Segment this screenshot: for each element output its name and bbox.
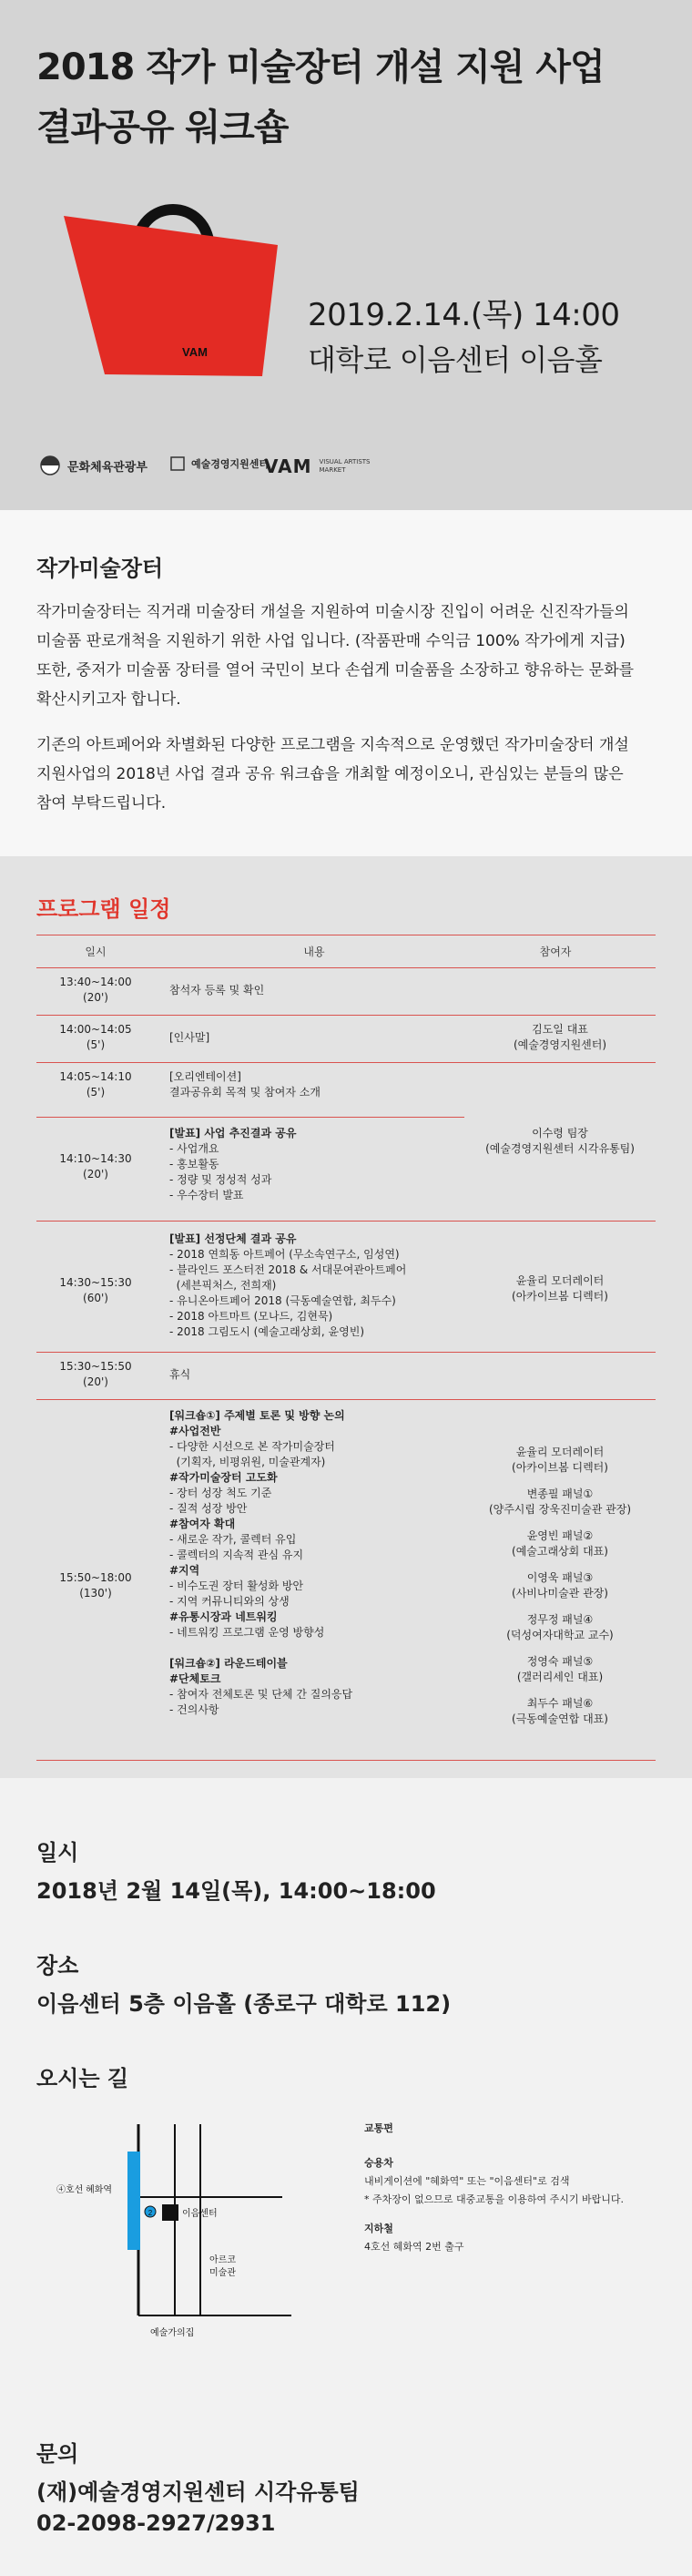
participant-name: 김도일 대표 [532, 1023, 588, 1036]
content-line: [인사말] [169, 1031, 210, 1044]
content-line: [오리엔테이션] [169, 1070, 241, 1083]
row-rule [36, 1015, 656, 1016]
center-building-marker [162, 2204, 178, 2221]
contact-label: 문의 [36, 2441, 79, 2467]
participant-block [464, 1273, 656, 1304]
table-row-time [36, 1570, 155, 1601]
participant-org: (양주시립 장욱진미술관 관장) [488, 1503, 632, 1516]
content-line: - 2018 연희동 아트페어 (무소속연구소, 임성연) [169, 1248, 400, 1261]
content-line: - 홍보활동 [169, 1158, 219, 1170]
content-line: - 참여자 전체토론 및 단체 간 질의응답 [169, 1688, 353, 1701]
participant-org: (예술경영지원센터) [513, 1038, 607, 1051]
program-heading: 프로그램 일정 [36, 896, 171, 922]
bag-logo: VAM [182, 345, 208, 359]
content-line: - 사업개요 [169, 1142, 219, 1155]
hero-title-line1: 2018 작가 미술장터 개설 지원 사업 [36, 46, 605, 88]
participant-block [464, 1570, 656, 1601]
content-line: #사업전반 [169, 1425, 221, 1437]
participant-block [464, 1022, 656, 1053]
intro-p1-line: 확산시키고자 합니다. [36, 690, 181, 709]
table-row-content [169, 1232, 406, 1340]
participant-name: 정무정 패널④ [526, 1613, 594, 1626]
intro-paragraph-1 [36, 598, 634, 714]
content-line: - 정량 및 정성적 성과 [169, 1173, 272, 1186]
duration: (20') [83, 1375, 108, 1388]
shopping-bag-illustration [55, 178, 282, 383]
place-value: 이음센터 5층 이음홀 (종로구 대학로 112) [36, 1991, 452, 2017]
col-header-time: 일시 [85, 946, 107, 958]
table-row-content [169, 1126, 296, 1203]
content-line: 참석자 등록 및 확인 [169, 984, 265, 997]
time-range: 13:40~14:00 [59, 976, 132, 988]
program-section [0, 856, 692, 1778]
table-row-content [169, 1367, 190, 1383]
table-row-time [36, 975, 155, 1006]
duration: (5') [86, 1038, 106, 1051]
time-range: 14:30~15:30 [59, 1276, 132, 1289]
table-row-time [36, 1022, 155, 1053]
content-line: #단체토크 [169, 1672, 221, 1685]
content-line: - 질적 성장 방안 [169, 1502, 248, 1515]
content-line: - 콜렉터의 지속적 관심 유지 [169, 1549, 304, 1561]
participant-name: 이수령 팀장 [532, 1127, 588, 1140]
hero-title-line2: 결과공유 워크숍 [36, 107, 289, 148]
duration: (20') [83, 1168, 108, 1181]
row-rule [36, 1062, 656, 1063]
participant-name: 최두수 패널⑥ [526, 1697, 594, 1710]
time-range: 14:00~14:05 [59, 1023, 132, 1036]
center-label: 이음센터 [182, 2209, 218, 2219]
content-line: #작가미술장터 고도화 [169, 1471, 278, 1484]
content-line: [워크숍②] 라운드테이블 [169, 1657, 288, 1670]
participant-name: 변종필 패널① [526, 1487, 594, 1500]
table-row-time [36, 1069, 155, 1100]
table-row-time [36, 1275, 155, 1306]
content-line: (기획자, 비평위원, 미술관계자) [169, 1456, 326, 1468]
duration: (130') [79, 1587, 112, 1600]
date-value: 2018년 2월 14일(목), 14:00~18:00 [36, 1878, 436, 1904]
header-rule [36, 967, 656, 968]
participant-name: 정영숙 패널⑤ [526, 1655, 594, 1668]
intro-heading: 작가미술장터 [36, 556, 164, 581]
content-line: - 네트워킹 프로그램 운영 방향성 [169, 1626, 325, 1639]
table-row-content [169, 1030, 209, 1046]
content-line: [발표] 사업 추진결과 공유 [169, 1127, 297, 1140]
participant-name: 이영욱 패널③ [526, 1571, 594, 1584]
vam-sub-line1: VISUAL ARTISTS [319, 458, 371, 465]
participant-block [464, 1696, 656, 1727]
content-line: - 우수장터 발표 [169, 1189, 244, 1201]
ministry-logo [40, 455, 148, 475]
participant-org: (사비나미술관 관장) [512, 1587, 608, 1600]
content-line: - 유니온아트페어 2018 (극동예술연합, 최두수) [169, 1294, 396, 1307]
time-range: 14:10~14:30 [59, 1152, 132, 1165]
transport-title: 교통편 [364, 2122, 393, 2134]
content-line: - 비수도권 장터 활성화 방안 [169, 1579, 304, 1592]
intro-p2-line: 기존의 아트페어와 차별화된 다양한 프로그램을 지속적으로 운영했던 작가미술장터 개설 [36, 736, 629, 754]
content-line: 휴식 [169, 1368, 191, 1381]
row-rule [36, 1399, 656, 1400]
participant-org: (예술고래상회 대표) [512, 1545, 608, 1558]
duration: (60') [83, 1292, 108, 1304]
participant-block [464, 1487, 656, 1518]
vam-sub-line2: MARKET [319, 466, 346, 474]
intro-paragraph-2 [36, 731, 629, 818]
hero-venue: 대학로 이음센터 이음홀 [308, 342, 603, 377]
route-label: 오시는 길 [36, 2066, 129, 2091]
content-line: - 블라인드 포스터전 2018 & 서대문여관아트페어 [169, 1263, 407, 1276]
content-line: - 2018 그림도시 (예술고래상회, 윤영빈) [169, 1325, 365, 1338]
participant-org: (갤러리세인 대표) [516, 1671, 604, 1683]
participant-org: (극동예술연합 대표) [512, 1712, 608, 1725]
bag-body [64, 216, 278, 376]
car-line2: * 주차장이 없으므로 대중교통을 이용하여 주시기 바랍니다. [364, 2193, 624, 2205]
time-range: 14:05~14:10 [59, 1070, 132, 1083]
workshop-participants [464, 1445, 656, 1727]
content-line: - 2018 아트마트 (모나드, 김현묵) [169, 1310, 333, 1323]
arko-label-2: 미술관 [209, 2268, 236, 2278]
content-line: - 건의사항 [169, 1703, 219, 1716]
table-row-time [36, 1151, 155, 1182]
hero-section [0, 0, 692, 510]
participant-block [464, 1612, 656, 1643]
station-label: ④호선 혜화역 [56, 2185, 113, 2195]
content-line: [발표] 선정단체 결과 공유 [169, 1232, 297, 1245]
table-row-content [169, 983, 264, 998]
table-row-time [36, 1359, 155, 1390]
vam-logo [264, 455, 371, 477]
ministry-emblem-icon [40, 455, 60, 475]
participant-block [464, 1445, 656, 1476]
content-line: - 다양한 시선으로 본 작가미술장터 [169, 1440, 335, 1453]
exit-number: 2 [148, 2209, 153, 2217]
participant-name: 윤영빈 패널② [526, 1529, 594, 1542]
content-line: [워크숍①] 주제별 토론 및 방향 논의 [169, 1409, 345, 1422]
participant-org: (예술경영지원센터 시각유통팀) [485, 1142, 635, 1155]
time-range: 15:50~18:00 [59, 1571, 132, 1584]
row-rule [36, 1221, 656, 1222]
car-label: 승용차 [364, 2157, 393, 2169]
intro-p2-line: 지원사업의 2018년 사업 결과 공유 워크숍을 개최할 예정이오니, 관심있는 분들의 많은 [36, 765, 624, 783]
content-line: - 장터 성장 척도 기준 [169, 1487, 272, 1499]
intro-p1-line: 또한, 중저가 미술품 장터를 열어 국민이 보다 손쉽게 미술품을 소장하고 향유하는 문화를 [36, 661, 635, 680]
place-label: 장소 [36, 1953, 79, 1978]
content-line: (세븐픽처스, 전희재) [169, 1279, 277, 1292]
row-rule [36, 1352, 656, 1353]
subway-text: 4호선 혜화역 2번 출구 [364, 2241, 464, 2253]
participant-block [464, 1126, 656, 1157]
participant-block [464, 1654, 656, 1685]
center-emblem-icon [169, 455, 186, 472]
contact-phone: 02-2098-2927/2931 [36, 2510, 276, 2536]
participant-org: (덕성여자대학교 교수) [506, 1629, 614, 1641]
intro-p1-line: 작가미술장터는 직거래 미술장터 개설을 지원하여 미술시장 진입이 어려운 신진작가들의 [36, 603, 629, 621]
center-logo [169, 455, 269, 472]
subway-line-4 [127, 2152, 140, 2250]
intro-section [0, 510, 692, 856]
transport-info [364, 2121, 624, 2254]
participant-block [464, 1528, 656, 1559]
content-line: 결과공유회 목적 및 참여자 소개 [169, 1086, 321, 1099]
table-bottom-rule [36, 1760, 656, 1761]
street-label: 예술가의집 [150, 2328, 195, 2338]
col-header-content: 내용 [303, 946, 325, 958]
participant-name: 윤율리 모더레이터 [515, 1446, 605, 1458]
row-rule [36, 1117, 464, 1118]
content-line: #유통시장과 네트워킹 [169, 1610, 278, 1623]
table-row-content [169, 1408, 352, 1718]
participant-name: 윤율리 모더레이터 [515, 1274, 605, 1287]
contact-org: (재)예술경영지원센터 시각유통팀 [36, 2479, 360, 2505]
content-line: - 지역 커뮤니티와의 상생 [169, 1595, 290, 1608]
info-section [0, 1778, 692, 2576]
intro-p2-line: 참여 부탁드립니다. [36, 794, 167, 813]
center-logo-text: 예술경영지원센터 [191, 458, 270, 470]
content-line: #참여자 확대 [169, 1518, 236, 1530]
hero-date-time: 2019.2.14.(목) 14:00 [308, 297, 620, 333]
duration: (20') [83, 991, 108, 1004]
subway-label: 지하철 [364, 2223, 393, 2234]
participant-org: (아카이브봄 디렉터) [512, 1290, 608, 1303]
intro-p1-line: 미술품 판로개척을 지원하기 위한 사업 입니다. (작품판매 수익금 100% 작가에게 지급) [36, 632, 626, 650]
ministry-logo-text: 문화체육관광부 [67, 460, 148, 475]
table-row-content [169, 1069, 321, 1100]
date-label: 일시 [36, 1840, 79, 1866]
content-line: #지역 [169, 1564, 200, 1577]
duration: (5') [86, 1086, 106, 1099]
vam-logo-mark: VAM [264, 455, 312, 477]
participant-org: (아카이브봄 디렉터) [512, 1461, 608, 1474]
location-map [55, 2106, 319, 2352]
time-range: 15:30~15:50 [59, 1360, 132, 1373]
col-header-participant: 참여자 [539, 946, 572, 958]
content-line: - 새로운 작가, 콜렉터 유입 [169, 1533, 297, 1546]
car-line1: 내비게이션에 "혜화역" 또는 "이음센터"로 검색 [364, 2175, 570, 2187]
arko-label-1: 아르코 [209, 2255, 236, 2265]
vam-logo-sub [320, 458, 371, 475]
content-spacer [169, 1641, 352, 1656]
